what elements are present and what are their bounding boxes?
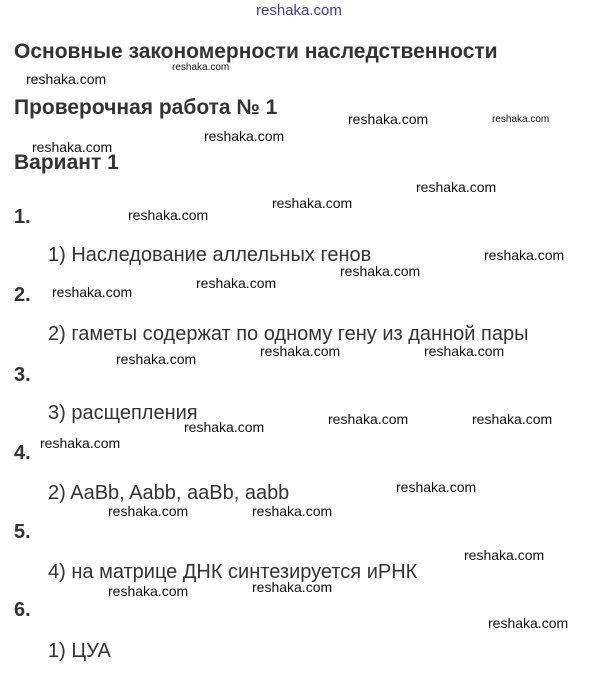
watermark: reshaka.com: [472, 411, 553, 427]
watermark: reshaka.com: [252, 579, 333, 595]
watermark: reshaka.com: [464, 547, 545, 563]
answer-4: 2) AaBb, Aabb, aaBb, aabb: [48, 482, 290, 504]
watermark: reshaka.com: [32, 139, 113, 155]
watermark: reshaka.com: [26, 71, 107, 87]
question-number-2: 2.: [14, 284, 31, 306]
question-number-6: 6.: [14, 599, 31, 621]
question-number-5: 5.: [14, 521, 31, 543]
question-number-4: 4.: [14, 442, 31, 464]
answer-2: 2) гаметы содержат по одному гену из данной пары: [48, 323, 529, 345]
watermark: reshaka.com: [260, 343, 341, 359]
question-number-1: 1.: [14, 206, 31, 228]
watermark: reshaka.com: [252, 503, 333, 519]
work-title: Проверочная работа № 1: [14, 96, 278, 119]
variant-title: Вариант 1: [14, 151, 119, 174]
watermark: reshaka.com: [424, 343, 505, 359]
question-number-3: 3.: [14, 364, 31, 386]
watermark: reshaka.com: [204, 128, 285, 144]
watermark: reshaka.com: [492, 114, 550, 125]
watermark: reshaka.com: [348, 111, 429, 127]
watermark: reshaka.com: [108, 583, 189, 599]
watermark: reshaka.com: [272, 195, 353, 211]
site-header[interactable]: reshaka.com: [256, 2, 342, 19]
watermark: reshaka.com: [328, 411, 409, 427]
watermark: reshaka.com: [40, 435, 121, 451]
watermark: reshaka.com: [488, 615, 569, 631]
watermark: reshaka.com: [172, 62, 230, 73]
watermark: reshaka.com: [484, 247, 565, 263]
watermark: reshaka.com: [396, 479, 477, 495]
watermark: reshaka.com: [196, 275, 277, 291]
answer-6: 1) ЦУА: [48, 640, 111, 662]
watermark: reshaka.com: [128, 207, 209, 223]
watermark: reshaka.com: [416, 179, 497, 195]
watermark: reshaka.com: [184, 419, 265, 435]
watermark: reshaka.com: [340, 263, 421, 279]
answer-1: 1) Наследование аллельных генов: [48, 244, 372, 266]
answer-3: 3) расщепления: [48, 402, 198, 424]
answer-5: 4) на матрице ДНК синтезируется иРНК: [48, 561, 418, 583]
watermark: reshaka.com: [52, 284, 133, 300]
watermark: reshaka.com: [108, 503, 189, 519]
document-title: Основные закономерности наследственности: [14, 40, 498, 63]
watermark: reshaka.com: [116, 351, 197, 367]
